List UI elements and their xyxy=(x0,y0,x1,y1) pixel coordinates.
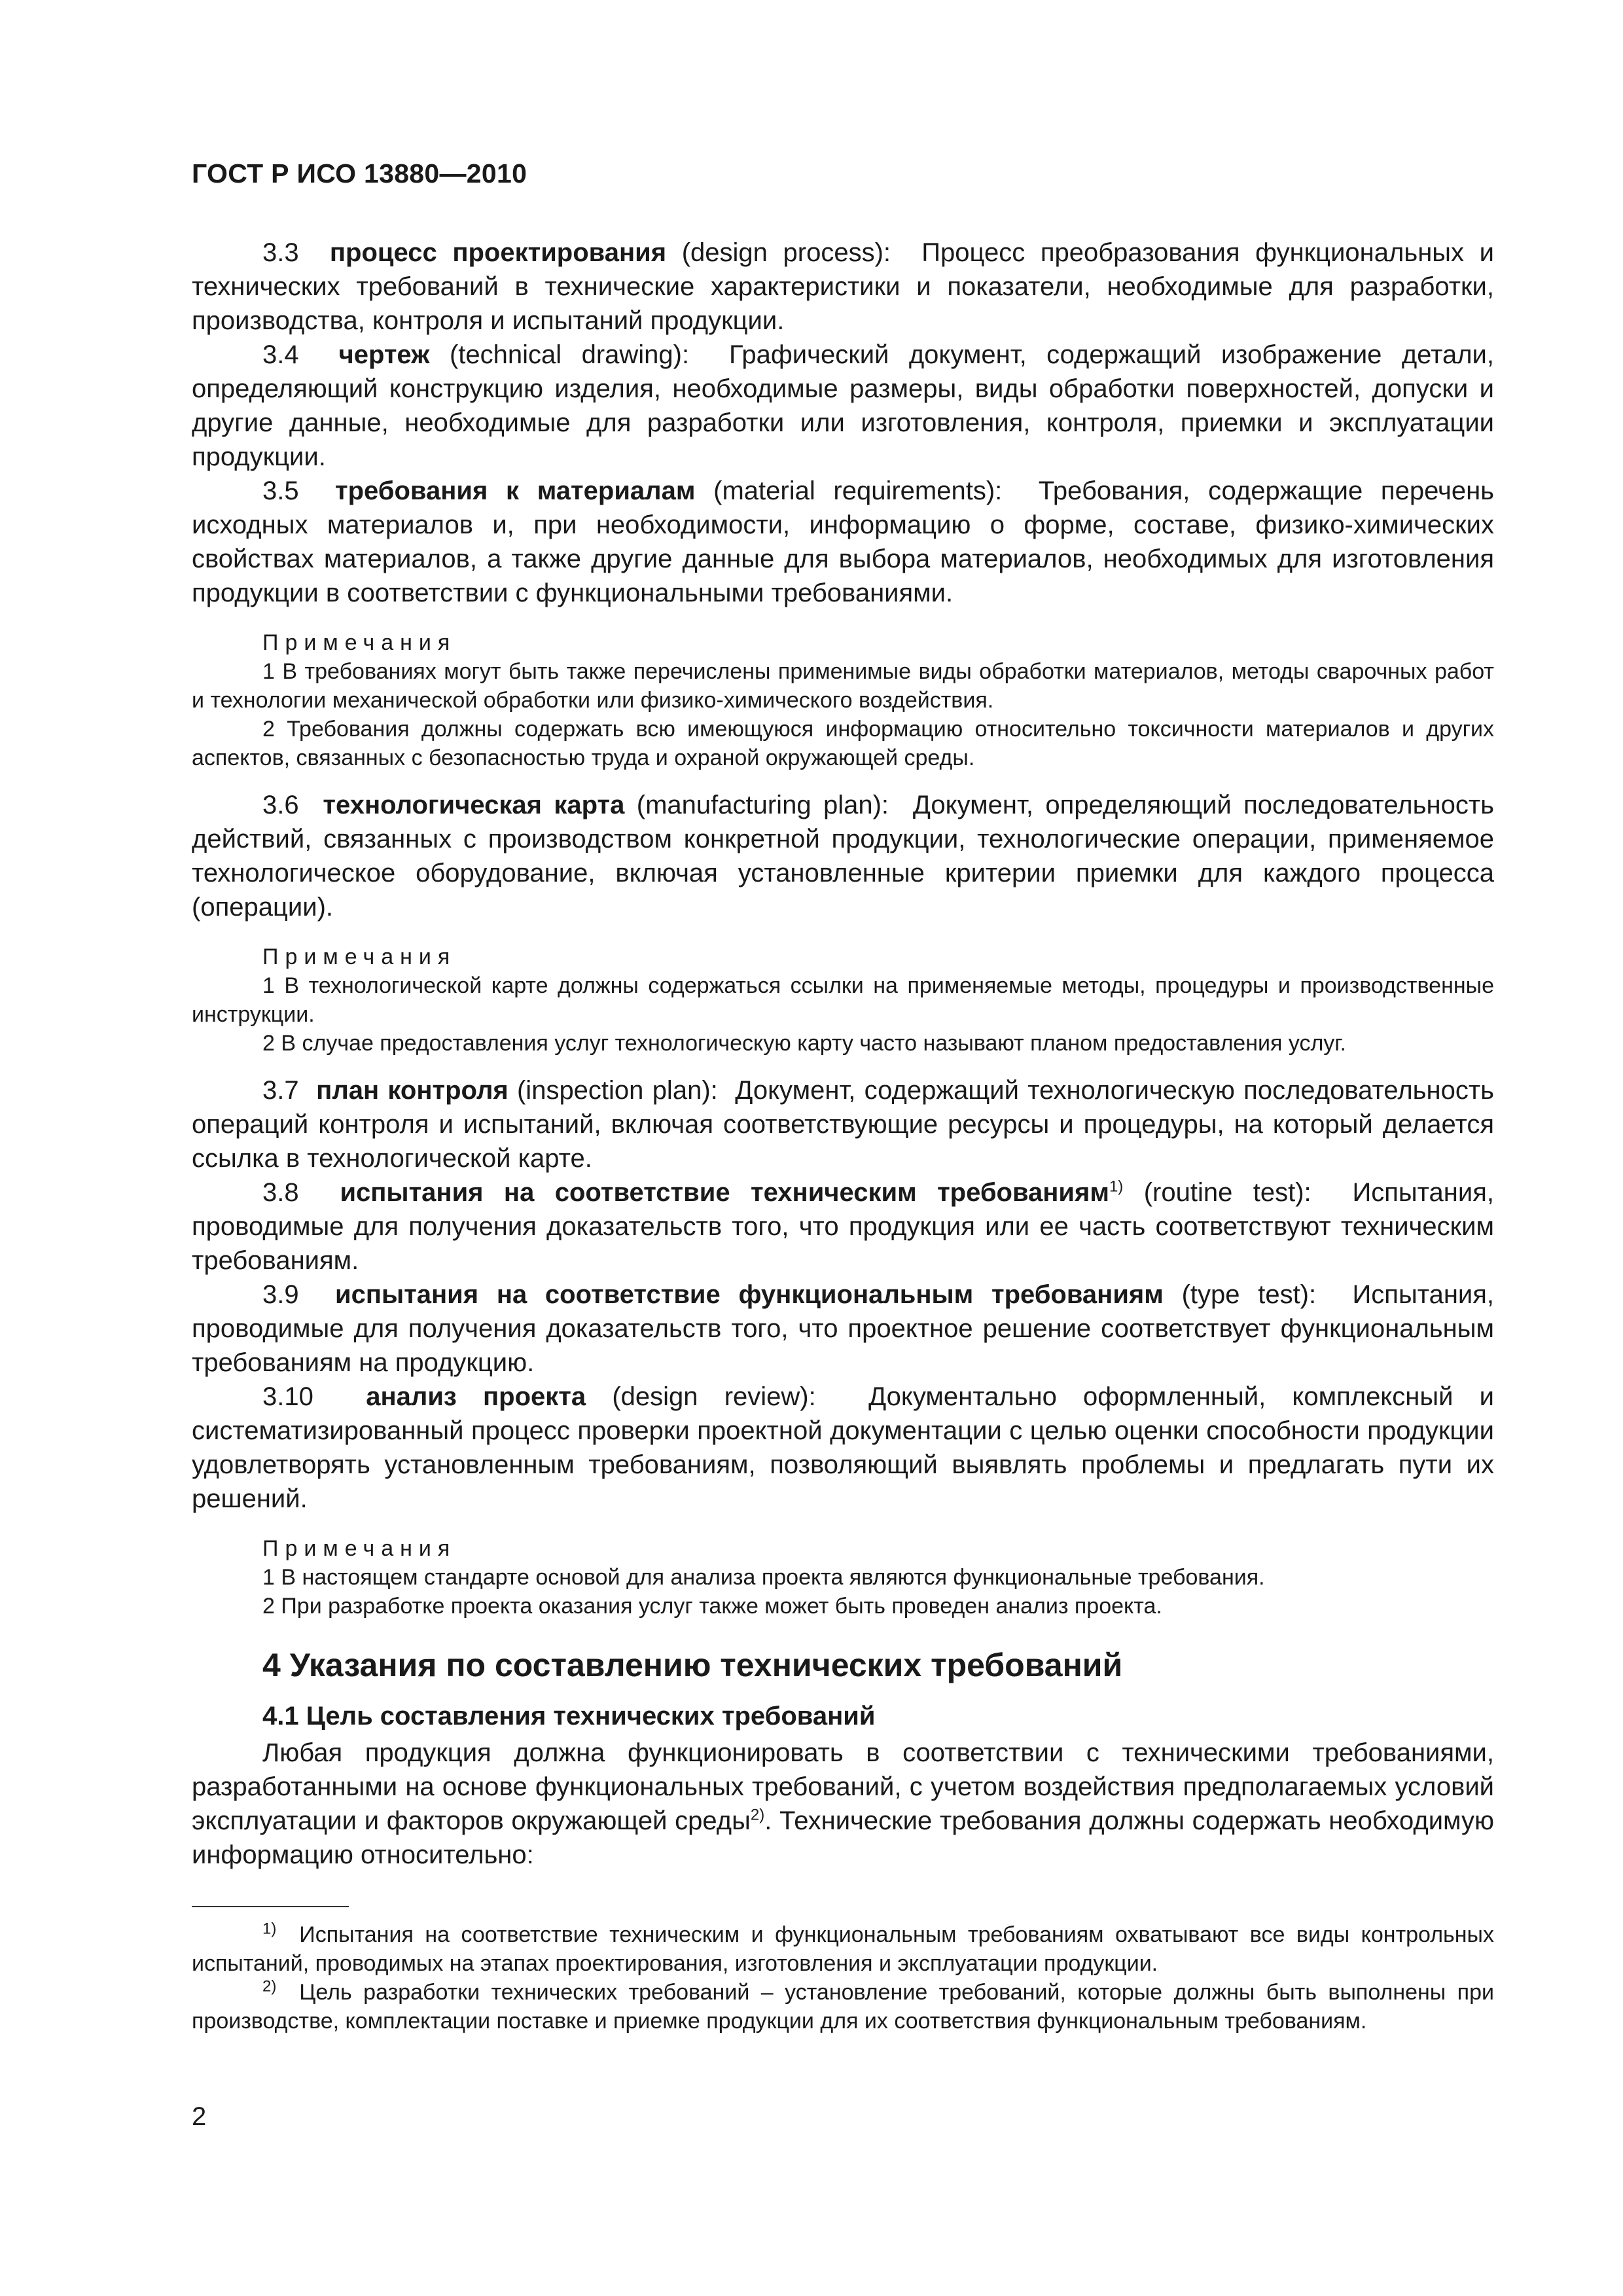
notes-3-5 xyxy=(192,628,1494,772)
clause-number: 3.8 xyxy=(262,1178,299,1207)
page-number: 2 xyxy=(192,2102,207,2131)
footnote-2 xyxy=(192,1978,1494,2036)
note-1: 1 В требованиях могут быть также перечислены применимые виды обработки материалов, методы сварочных работ и технологии механической обработки или физико-химического воздействия. xyxy=(192,659,1494,713)
definition-text: Процесс преобразования функциональных и технических требований в технические характеристики и показатели, необходимые для разработки, производства, контроля и испытаний продукции. xyxy=(192,238,1495,335)
footnote-ref: 1) xyxy=(1109,1177,1124,1196)
term-english: (design review): xyxy=(612,1382,816,1411)
note-1: 1 В технологической карте должны содержаться ссылки на применяемые методы, процедуры и производственные инструкции. xyxy=(192,973,1494,1027)
definition-3-10 xyxy=(192,1380,1494,1516)
term: чертеж xyxy=(338,340,430,369)
note-2: 2 В случае предоставления услуг технологическую карту часто называют планом предоставления услуг. xyxy=(262,1031,1346,1056)
notes-3-6 xyxy=(192,942,1494,1058)
document-body xyxy=(192,236,1494,2036)
definition-text: Требования, содержащие перечень исходных материалов и, при необходимости, информацию о форме, составе, физико-химических свойствах материалов, а также другие данные для выбора материалов, необходимых для изготовления продукции в соответствии с функциональными требованиями. xyxy=(192,476,1495,607)
term-english: (technical drawing): xyxy=(449,340,690,369)
term-english: (type test): xyxy=(1181,1280,1317,1309)
clause-number: 3.6 xyxy=(262,791,299,819)
notes-heading: Примечания xyxy=(262,1536,457,1561)
note-1: 1 В настоящем стандарте основой для анализа проекта являются функциональные требования. xyxy=(262,1565,1265,1590)
notes-3-10 xyxy=(192,1534,1494,1621)
footnote-1 xyxy=(192,1920,1494,1978)
term-english: (material requirements): xyxy=(713,476,1003,505)
clause-number: 3.9 xyxy=(262,1280,299,1309)
definition-3-3 xyxy=(192,236,1494,338)
footnote-mark: 1) xyxy=(262,1920,277,1938)
clause-number: 3.5 xyxy=(262,476,299,505)
term-english: (design process): xyxy=(681,238,891,267)
term-english: (manufacturing plan): xyxy=(636,791,889,819)
definition-3-7 xyxy=(192,1073,1494,1175)
definition-text: Документ, содержащий технологическую последовательность операций контроля и испытаний, включая соответствующие ресурсы и процедуры, на который делается ссылка в технологической карте. xyxy=(192,1076,1495,1173)
definition-text: Документально оформленный, комплексный и систематизированный процесс проверки проектной документации с целью оценки способности продукции удовлетворять установленным требованиям, позволяющий выявлять проблемы и предлагать пути их решений. xyxy=(192,1382,1494,1513)
definition-3-8 xyxy=(192,1175,1494,1278)
term: испытания на соответствие функциональным требованиям xyxy=(335,1280,1164,1309)
term: процесс проектирования xyxy=(329,238,667,267)
term-english: (routine test): xyxy=(1143,1178,1311,1207)
term: требования к материалам xyxy=(335,476,696,505)
term: технологическая карта xyxy=(323,791,625,819)
paragraph-text: Любая продукция должна функционировать в соответствии с техническими требованиями, разработанными на основе функциональных требований, с учетом воздействия предполагаемых условий эксплуатации и факторов окружающей среды xyxy=(192,1738,1494,1835)
definition-text: Испытания, проводимые для получения доказательств того, что продукция или ее часть соответствуют техническим требованиям. xyxy=(192,1178,1494,1275)
definition-3-9 xyxy=(192,1278,1494,1380)
note-2: 2 При разработке проекта оказания услуг также может быть проведен анализ проекта. xyxy=(262,1594,1162,1619)
definition-text: Испытания, проводимые для получения доказательств того, что проектное решение соответствует функциональным требованиям на продукцию. xyxy=(192,1280,1495,1377)
document-header: ГОСТ Р ИСО 13880—2010 xyxy=(192,158,527,188)
definition-3-6 xyxy=(192,788,1494,924)
paragraph-text-end: . Технические требования должны содержать необходимую информацию относительно: xyxy=(192,1806,1494,1869)
section-4-title: 4 Указания по составлению технических требований xyxy=(262,1647,1123,1683)
definition-text: Графический документ, содержащий изображение детали, определяющий конструкцию изделия, необходимые размеры, виды обработки поверхностей, допуски и другие данные, необходимые для разработки или изготовления, контроля, приемки и эксплуатации продукции. xyxy=(192,340,1494,471)
term: анализ проекта xyxy=(366,1382,586,1411)
clause-number: 3.10 xyxy=(262,1382,313,1411)
definition-3-5 xyxy=(192,474,1494,610)
term: план контроля xyxy=(316,1076,508,1105)
clause-number: 3.7 xyxy=(262,1076,299,1105)
section-4-1-paragraph xyxy=(192,1736,1494,1872)
note-2: 2 Требования должны содержать всю имеющуюся информацию относительно токсичности материалов и других аспектов, связанных с безопасностью труда и охраной окружающей среды. xyxy=(192,717,1494,770)
footnote-mark: 2) xyxy=(262,1977,277,1996)
term-english: (inspection plan): xyxy=(516,1076,718,1105)
footnote-text: Испытания на соответствие техническим и функциональным требованиям охватывают все виды контрольных испытаний, проводимых на этапах проектирования, изготовления и эксплуатации продукции. xyxy=(192,1922,1494,1976)
definition-3-4 xyxy=(192,338,1494,474)
footnote-divider xyxy=(192,1906,349,1907)
term: испытания на соответствие техническим требованиям xyxy=(340,1178,1109,1207)
notes-heading: Примечания xyxy=(262,630,457,655)
footnote-text: Цель разработки технических требований – установление требований, которые должны быть выполнены при производстве, комплектации поставке и приемке продукции для их соответствия функциональным требованиям. xyxy=(192,1980,1494,2034)
subsection-4-1-title: 4.1 Цель составления технических требований xyxy=(262,1702,876,1731)
clause-number: 3.4 xyxy=(262,340,299,369)
notes-heading: Примечания xyxy=(262,944,457,969)
footnote-ref: 2) xyxy=(750,1806,765,1824)
clause-number: 3.3 xyxy=(262,238,299,267)
definition-text: Документ, определяющий последовательность действий, связанных с производством конкретной продукции, технологические операции, применяемое технологическое оборудование, включая установленные критерии приемки для каждого процесса (операции). xyxy=(192,791,1494,922)
